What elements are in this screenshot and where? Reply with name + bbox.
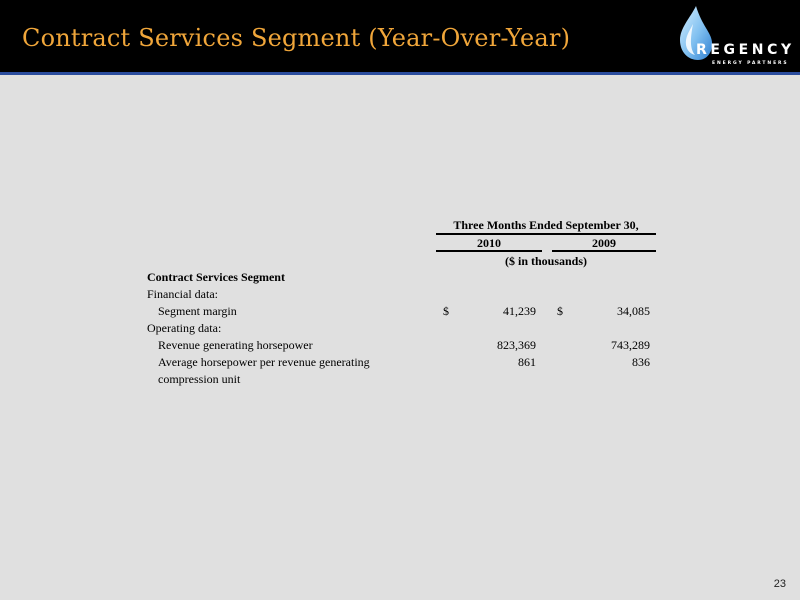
year-2009-header: 2009 (592, 236, 616, 250)
logo-wordmark: REGENCY (696, 42, 795, 58)
title-accent-rule (0, 72, 800, 75)
avg-hp-label-line2: compression unit (158, 372, 241, 386)
segment-title: Contract Services Segment (147, 270, 285, 284)
units-label: ($ in thousands) (504, 254, 588, 268)
year-2010-rule (436, 250, 542, 252)
segment-margin-label: Segment margin (158, 304, 237, 318)
avg-hp-label-line1: Average horsepower per revenue generating (158, 355, 370, 369)
financial-data-label: Financial data: (147, 287, 218, 301)
period-header: Three Months Ended September 30, (453, 218, 639, 232)
segment-margin-2009: 34,085 (617, 304, 650, 318)
segment-margin-2010: 41,239 (503, 304, 536, 318)
logo-subtitle: ENERGY PARTNERS (712, 61, 789, 66)
operating-data-label: Operating data: (147, 321, 222, 335)
period-header-rule (436, 233, 656, 235)
avg-hp-2010: 861 (518, 355, 536, 369)
regency-logo (676, 4, 796, 70)
avg-hp-2009: 836 (632, 355, 650, 369)
revenue-hp-2009: 743,289 (611, 338, 650, 352)
year-2010-header: 2010 (477, 236, 501, 250)
revenue-hp-label: Revenue generating horsepower (158, 338, 313, 352)
segment-margin-currency-2009: $ (557, 304, 563, 318)
slide-title: Contract Services Segment (Year-Over-Year) (22, 24, 571, 52)
year-2009-rule (552, 250, 656, 252)
segment-margin-currency-2010: $ (443, 304, 449, 318)
revenue-hp-2010: 823,369 (497, 338, 536, 352)
page-number: 23 (773, 578, 786, 590)
